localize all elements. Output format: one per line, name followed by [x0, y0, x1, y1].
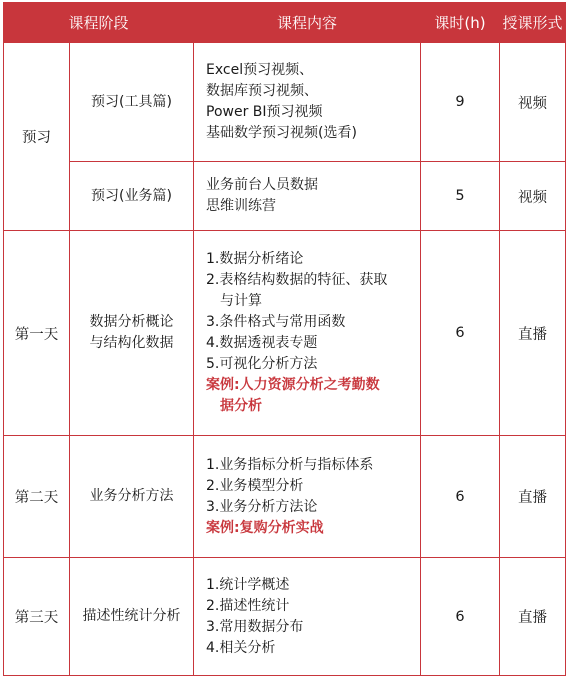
content-line: 3.常用数据分布	[206, 618, 304, 635]
hours-cell: 5	[421, 162, 500, 231]
content-line: 1.数据分析绪论	[206, 251, 304, 267]
header-form: 授课形式	[500, 3, 566, 43]
header-stage: 课程阶段	[4, 3, 194, 43]
content-line: 数据库预习视频、	[206, 83, 319, 99]
content-line: 1.业务指标分析与指标体系	[206, 456, 374, 473]
content-line: 4.数据透视表专题	[206, 335, 318, 351]
phase-line: 与结构化数据	[89, 335, 174, 351]
table-row	[4, 43, 566, 162]
hours-cell: 6	[421, 231, 500, 436]
content-line: 业务前台人员数据	[206, 177, 319, 193]
case-line: 据分析	[220, 398, 263, 414]
content-line: 思维训练营	[206, 198, 277, 214]
stage-day2: 第二天	[4, 436, 70, 558]
content-line: 3.条件格式与常用函数	[206, 314, 346, 330]
form-cell: 视频	[500, 162, 566, 231]
table-row	[4, 162, 566, 231]
table-row	[4, 558, 566, 676]
content-day1	[194, 231, 421, 436]
content-line: 4.相关分析	[206, 639, 276, 656]
stage-day3: 第三天	[4, 558, 70, 676]
content-line: 2.表格结构数据的特征、获取	[206, 272, 388, 288]
header-row	[4, 3, 566, 43]
content-business	[194, 162, 421, 231]
case-line: 案例:复购分析实战	[206, 519, 324, 536]
content-line: 1.统计学概述	[206, 576, 290, 593]
content-day2	[194, 436, 421, 558]
phase-day3: 描述性统计分析	[70, 558, 194, 676]
phase-day2: 业务分析方法	[70, 436, 194, 558]
phase-business: 预习(业务篇)	[70, 162, 194, 231]
content-line: 2.描述性统计	[206, 597, 290, 614]
form-cell: 视频	[500, 43, 566, 162]
hours-cell: 6	[421, 436, 500, 558]
content-line: 2.业务模型分析	[206, 477, 304, 494]
hours-cell: 9	[421, 43, 500, 162]
header-content: 课程内容	[194, 3, 421, 43]
case-line: 案例:人力资源分析之考勤数	[206, 377, 380, 393]
content-line: Power BI预习视频	[206, 104, 323, 120]
phase-tools: 预习(工具篇)	[70, 43, 194, 162]
content-line: 3.业务分析方法论	[206, 498, 318, 515]
table-row	[4, 231, 566, 436]
stage-preview: 预习	[4, 43, 70, 231]
form-cell: 直播	[500, 436, 566, 558]
phase-day1	[70, 231, 194, 436]
content-line: 基础数学预习视频(选看)	[206, 125, 357, 141]
form-cell: 直播	[500, 231, 566, 436]
stage-day1: 第一天	[4, 231, 70, 436]
table-row	[4, 436, 566, 558]
curriculum-table	[3, 2, 566, 676]
header-hours: 课时(h)	[421, 3, 500, 43]
hours-cell: 6	[421, 558, 500, 676]
content-tools	[194, 43, 421, 162]
content-line: 5.可视化分析方法	[206, 356, 318, 372]
content-line: Excel预习视频、	[206, 62, 314, 78]
content-line: 与计算	[220, 293, 263, 309]
content-day3	[194, 558, 421, 676]
phase-line: 数据分析概论	[89, 314, 174, 330]
form-cell: 直播	[500, 558, 566, 676]
